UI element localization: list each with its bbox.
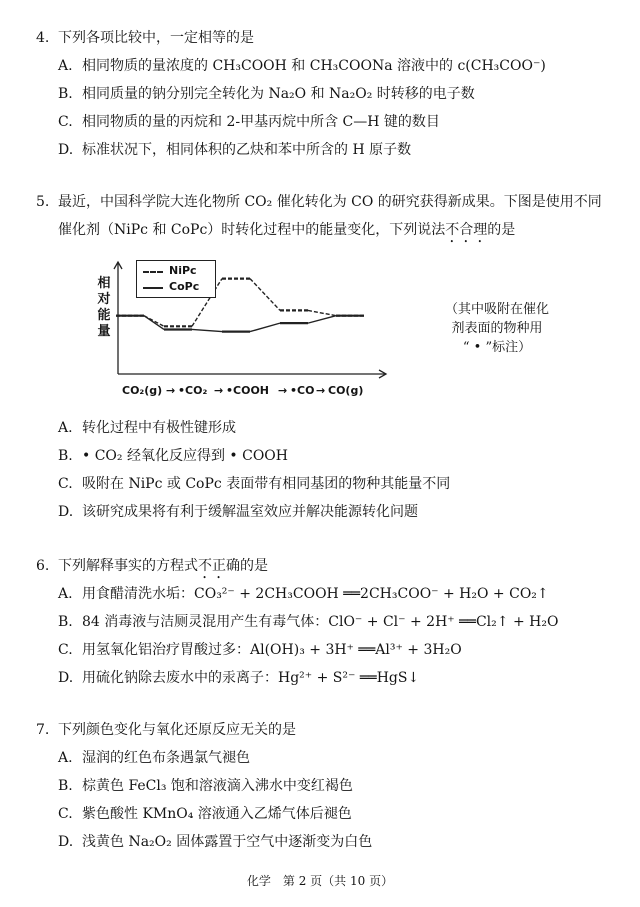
note-line: 剂表面的物种用 [451,321,543,336]
legend-item-copc [143,279,213,295]
q5-number: 5. [36,194,50,210]
copc-connector-1 [192,329,222,331]
x-tick-label: •CO₂ [178,384,208,397]
note-line: （其中吸附在催化 [444,302,549,317]
chart-legend [136,260,216,298]
x-tick-label: •CO [290,384,315,397]
option-text: 浅黄色 Na₂O₂ 固体露置于空气中逐渐变为白色 [82,834,373,850]
copc-connector-0 [144,316,164,330]
q4-stem: 下列各项比较中，一定相等的是 [58,30,254,46]
option-letter: A. [58,420,73,436]
q5-stem-1: 最近，中国科学院大连化物所 CO₂ 催化转化为 CO 的研究获得新成果。下图是使用不同 [58,194,602,210]
x-arrow: → [214,384,224,397]
option-letter: D. [58,142,74,158]
q4-number: 4. [36,30,50,46]
nipc-connector-3 [308,310,336,315]
option-letter: A. [58,586,73,602]
x-arrow: → [166,384,176,397]
option-text: 相同物质的量的丙烷和 2-甲基丙烷中所含 C—H 键的数目 [82,114,440,130]
option-text: 转化过程中有极性键形成 [82,420,236,436]
legend-dashed-swatch [143,271,163,273]
option-letter: D. [58,504,74,520]
option-text: 该研究成果将有利于缓解温室效应并解决能源转化问题 [82,504,418,520]
option-text: 吸附在 NiPc 或 CoPc 表面带有相同基团的物种其能量不同 [82,476,451,492]
option-text: 用食醋清洗水垢：CO₃²⁻ + 2CH₃COOH ══2CH₃COO⁻ + H₂O + CO₂↑ [82,586,549,602]
option-letter: A. [58,750,73,766]
option-text: 相同物质的量浓度的 CH₃COOH 和 CH₃COONa 溶液中的 c(CH₃COO⁻) [82,58,546,74]
y-axis-label-char: 相 [97,276,111,291]
option-letter: C. [58,476,73,492]
q7-stem: 下列颜色变化与氧化还原反应无关的是 [58,722,296,738]
legend-label: CoPc [169,280,200,293]
option-text: 84 消毒液与洁厕灵混用产生有毒气体：ClO⁻ + Cl⁻ + 2H⁺ ══Cl₂↑ + H₂O [82,614,559,630]
page-footer: 化学 第 2 页（共 10 页） [246,874,394,888]
q7-number: 7. [36,722,50,738]
option-text: 紫色酸性 KMnO₄ 溶液通入乙烯气体后褪色 [82,806,352,822]
option-letter: C. [58,806,73,822]
y-axis-label-char: 量 [97,324,111,339]
option-letter: A. [58,58,73,74]
nipc-connector-2 [250,279,280,311]
option-letter: D. [58,834,74,850]
option-text: 用氢氧化铝治疗胃酸过多：Al(OH)₃ + 3H⁺ ══Al³⁺ + 3H₂O [82,642,462,658]
option-text: 湿润的红色布条遇氯气褪色 [82,750,250,766]
q6-stem-emphasis: 不正 [198,558,226,574]
y-axis-label-char: 对 [97,292,111,307]
q5-stem-2-after: 的是 [487,222,516,238]
q5-stem-2 [58,220,515,246]
x-arrow: → [316,384,326,397]
option-text: 标准状况下，相同体积的乙炔和苯中所含的 H 原子数 [82,142,412,158]
option-letter: B. [58,614,73,630]
option-text: • CO₂ 经氧化反应得到 • COOH [82,448,288,464]
q5-stem-2-before: 催化剂（NiPc 和 CoPc）时转化过程中的能量变化，下列说法 [58,222,446,238]
q6-stem-before: 下列解释事实的方程式 [58,558,198,574]
y-axis-label [94,276,114,340]
copc-connector-3 [308,316,336,323]
option-letter: B. [58,448,73,464]
option-letter: C. [58,642,73,658]
option-letter: B. [58,86,73,102]
x-tick-label: CO(g) [328,384,364,397]
note-line: “ • ”标注） [462,340,532,355]
q5-stem-2-emphasis: 不合理 [445,222,488,238]
legend-solid-swatch [143,287,163,289]
option-letter: D. [58,670,74,686]
option-text: 相同质量的钠分别完全转化为 Na₂O 和 Na₂O₂ 时转移的电子数 [82,86,475,102]
q6-stem-after: 确的是 [226,558,268,574]
x-tick-label: •COOH [226,384,270,397]
option-letter: C. [58,114,73,130]
legend-label: NiPc [169,264,197,277]
y-axis-label-char: 能 [97,308,111,323]
x-arrow: → [278,384,288,397]
q6-stem [58,556,268,582]
copc-connector-2 [250,323,280,331]
option-letter: B. [58,778,73,794]
q6-number: 6. [36,558,50,574]
option-text: 用硫化钠除去废水中的汞离子：Hg²⁺ + S²⁻ ══HgS↓ [82,670,420,686]
diagram-note [412,300,582,357]
option-text: 棕黄色 FeCl₃ 饱和溶液滴入沸水中变红褐色 [82,778,353,794]
x-axis-labels [120,382,370,400]
x-tick-label: CO₂(g) [122,384,163,397]
legend-item-nipc [143,263,213,279]
